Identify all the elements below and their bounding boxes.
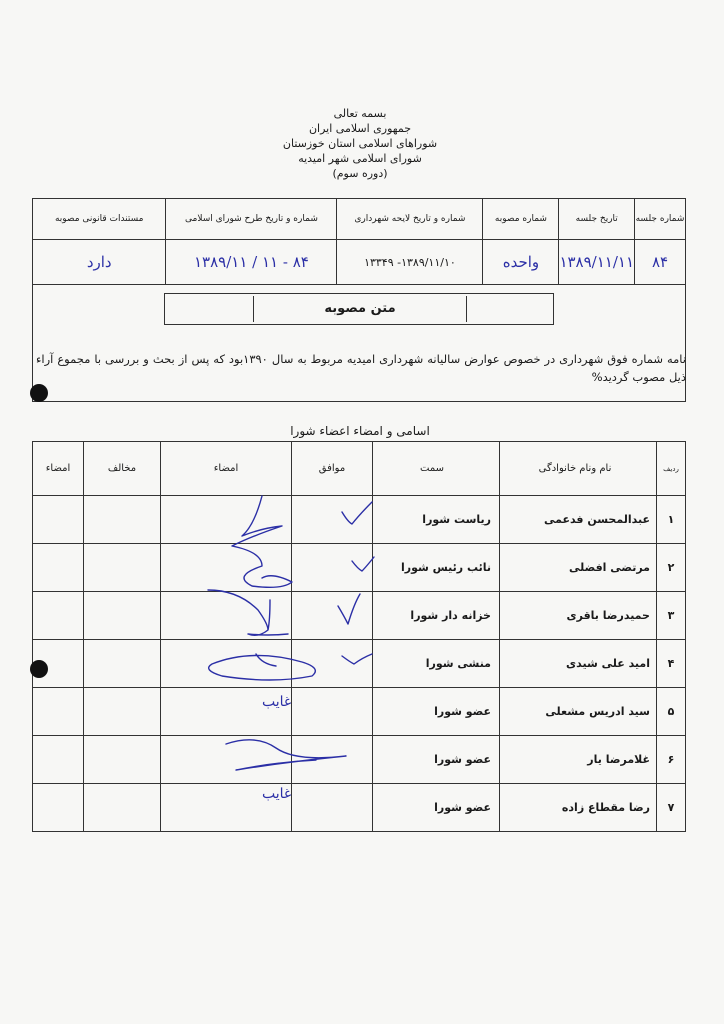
members-table — [32, 441, 686, 832]
member-oppose-cell — [84, 640, 161, 688]
member-sign2-cell — [33, 592, 84, 640]
meta-header-row — [33, 199, 686, 240]
member-sign-cell — [161, 736, 292, 784]
member-role: عضو شورا — [373, 736, 500, 784]
header-basmala: بسمه تعالی — [333, 107, 387, 120]
member-oppose-cell — [84, 784, 161, 832]
header-province-councils: شوراهای اسلامی استان خوزستان — [282, 137, 438, 150]
resolution-title: متن مصوبه — [253, 296, 467, 322]
table-row — [33, 784, 686, 832]
meta-session-date: ۱۳۸۹/۱۱/۱۱ — [559, 240, 635, 285]
member-oppose-cell — [84, 496, 161, 544]
member-index: ۷ — [657, 784, 686, 832]
members-header-role: سمت — [373, 442, 500, 496]
meta-session-no: ۸۴ — [635, 240, 686, 285]
member-index: ۳ — [657, 592, 686, 640]
table-row — [33, 544, 686, 592]
member-role: خزانه دار شورا — [373, 592, 500, 640]
meta-value-row — [33, 240, 686, 285]
member-agree-cell — [292, 736, 373, 784]
members-header-name: نام ونام خانوادگی — [500, 442, 657, 496]
member-index: ۲ — [657, 544, 686, 592]
table-row — [33, 496, 686, 544]
member-name: رضا مقطاع زاده — [500, 784, 657, 832]
header-term: (دوره سوم) — [332, 167, 388, 180]
member-sign-cell — [161, 496, 292, 544]
member-role: عضو شورا — [373, 784, 500, 832]
member-agree-cell — [292, 688, 373, 736]
meta-header-legal: مستندات قانونی مصوبه — [33, 199, 166, 240]
meta-header-resolution-no: شماره مصوبه — [483, 199, 559, 240]
member-index: ۱ — [657, 496, 686, 544]
member-agree-cell — [292, 592, 373, 640]
meta-header-plan: شماره و تاریخ طرح شورای اسلامی — [166, 199, 337, 240]
members-header-oppose: مخالف — [84, 442, 161, 496]
meta-bill-no-date: ۱۳۸۹/۱۱/۱۰- ۱۳۳۴۹ — [337, 240, 483, 285]
member-sign2-cell — [33, 496, 84, 544]
member-role: ریاست شورا — [373, 496, 500, 544]
members-header-sign2: امضاء — [33, 442, 84, 496]
member-oppose-cell — [84, 544, 161, 592]
member-sign-cell — [161, 640, 292, 688]
table-row — [33, 592, 686, 640]
member-name: امید علی شیدی — [500, 640, 657, 688]
table-row — [33, 736, 686, 784]
document-header — [200, 106, 520, 181]
member-name: غلامرضا یار — [500, 736, 657, 784]
punch-hole-bottom — [30, 660, 48, 678]
meta-header-session-date: تاریخ جلسه — [559, 199, 635, 240]
member-name: حمیدرضا باقری — [500, 592, 657, 640]
members-caption: اسامی و امضاء اعضاء شورا — [290, 424, 430, 438]
member-oppose-cell — [84, 736, 161, 784]
header-country: جمهوری اسلامی ایران — [308, 122, 412, 135]
member-sign2-cell — [33, 736, 84, 784]
member-sign2-cell — [33, 544, 84, 592]
member-index: ۴ — [657, 640, 686, 688]
member-sign2-cell — [33, 688, 84, 736]
meta-legal-docs: دارد — [33, 240, 166, 285]
member-sign2-cell — [33, 784, 84, 832]
resolution-body: نامه شماره فوق شهرداری در خصوص عوارض سالیانه شهرداری امیدیه مربوط به سال ۱۳۹۰بود که پس از بحث و بررسی با مجموع آراء ذیل مصوب گردید% — [36, 352, 686, 384]
meta-resolution-no: واحده — [483, 240, 559, 285]
member-sign-cell — [161, 544, 292, 592]
member-role: منشی شورا — [373, 640, 500, 688]
member-index: ۵ — [657, 688, 686, 736]
meta-header-session-no: شماره جلسه — [635, 199, 686, 240]
member-oppose-cell — [84, 592, 161, 640]
meta-header-bill: شماره و تاریخ لایحه شهرداری — [337, 199, 483, 240]
member-role: عضو شورا — [373, 688, 500, 736]
table-row — [33, 688, 686, 736]
member-name: مرتضی افضلی — [500, 544, 657, 592]
meta-plan-no-date: ۸۴ - ۱۱ / ۱۳۸۹/۱۱ — [166, 240, 337, 285]
members-header-sign: امضاء — [161, 442, 292, 496]
member-sign-cell — [161, 592, 292, 640]
table-row — [33, 640, 686, 688]
member-name: سید ادریس مشعلی — [500, 688, 657, 736]
members-header-index: ردیف — [657, 442, 686, 496]
member-role: نائب رئیس شورا — [373, 544, 500, 592]
absent-mark-2: غایب — [262, 786, 292, 802]
member-agree-cell — [292, 544, 373, 592]
punch-hole-top — [30, 384, 48, 402]
member-oppose-cell — [84, 688, 161, 736]
resolution-meta-table — [32, 198, 686, 285]
members-header-row — [33, 442, 686, 496]
header-city-council: شورای اسلامی شهر امیدیه — [298, 152, 422, 165]
member-agree-cell — [292, 640, 373, 688]
member-agree-cell — [292, 496, 373, 544]
member-name: عبدالمحسن فدعمی — [500, 496, 657, 544]
members-header-agree: موافق — [292, 442, 373, 496]
absent-mark-1: غایب — [262, 694, 292, 710]
resolution-title-frame — [164, 293, 554, 325]
member-agree-cell — [292, 784, 373, 832]
member-index: ۶ — [657, 736, 686, 784]
